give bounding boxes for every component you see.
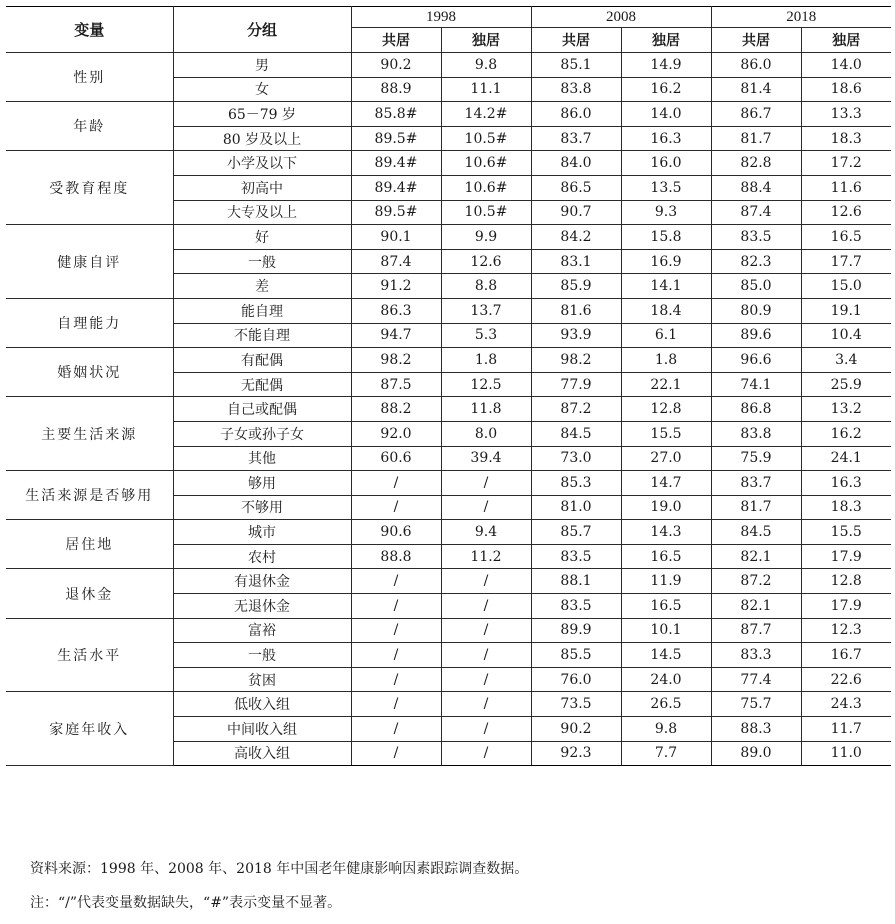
table-body bbox=[6, 53, 891, 766]
together-value-cell: 86.3 bbox=[351, 298, 441, 323]
group-cell: 大专及以上 bbox=[173, 200, 351, 225]
alone-value-cell: 18.4 bbox=[621, 298, 711, 323]
group-cell: 子女或孙子女 bbox=[173, 421, 351, 446]
together-value-cell: 84.5 bbox=[531, 421, 621, 446]
alone-value-cell: 11.8 bbox=[441, 397, 531, 422]
variable-cell: 自理能力 bbox=[6, 298, 173, 347]
group-cell: 有退休金 bbox=[173, 569, 351, 594]
together-value-cell: 75.7 bbox=[711, 692, 801, 717]
together-value-cell: 87.7 bbox=[711, 618, 801, 643]
together-value-cell: 89.4# bbox=[351, 175, 441, 200]
alone-value-cell: 19.1 bbox=[801, 298, 891, 323]
alone-value-cell: 8.0 bbox=[441, 421, 531, 446]
together-value-cell: 87.5 bbox=[351, 372, 441, 397]
alone-value-cell: 25.9 bbox=[801, 372, 891, 397]
together-value-cell: / bbox=[351, 618, 441, 643]
alone-value-cell: / bbox=[441, 717, 531, 742]
together-value-cell: / bbox=[351, 692, 441, 717]
alone-value-cell: 11.7 bbox=[801, 717, 891, 742]
together-value-cell: 75.9 bbox=[711, 446, 801, 471]
together-value-cell: 98.2 bbox=[531, 348, 621, 373]
table-row bbox=[6, 151, 891, 176]
alone-value-cell: 5.3 bbox=[441, 323, 531, 348]
group-cell: 一般 bbox=[173, 643, 351, 668]
alone-value-cell: / bbox=[441, 594, 531, 619]
alone-value-cell: / bbox=[441, 667, 531, 692]
table-row bbox=[6, 471, 891, 496]
variable-cell: 居住地 bbox=[6, 520, 173, 569]
together-value-cell: / bbox=[351, 495, 441, 520]
alone-value-cell: 12.5 bbox=[441, 372, 531, 397]
together-value-cell: 83.7 bbox=[531, 126, 621, 151]
group-cell: 男 bbox=[173, 53, 351, 78]
together-value-cell: 89.5# bbox=[351, 200, 441, 225]
group-cell: 女 bbox=[173, 77, 351, 102]
together-value-cell: 77.9 bbox=[531, 372, 621, 397]
alone-value-cell: 22.1 bbox=[621, 372, 711, 397]
alone-value-cell: 16.5 bbox=[801, 225, 891, 250]
living-arrangement-table bbox=[6, 6, 891, 766]
together-value-cell: 90.2 bbox=[351, 53, 441, 78]
together-value-cell: 82.8 bbox=[711, 151, 801, 176]
alone-value-cell: 19.0 bbox=[621, 495, 711, 520]
variable-cell: 性别 bbox=[6, 53, 173, 102]
together-value-cell: / bbox=[351, 643, 441, 668]
group-cell: 无退休金 bbox=[173, 594, 351, 619]
alone-value-cell: 11.1 bbox=[441, 77, 531, 102]
alone-value-cell: 10.4 bbox=[801, 323, 891, 348]
together-value-cell: 90.6 bbox=[351, 520, 441, 545]
alone-value-cell: 18.3 bbox=[801, 126, 891, 151]
together-value-cell: 85.8# bbox=[351, 102, 441, 127]
alone-value-cell: 10.6# bbox=[441, 175, 531, 200]
together-value-cell: 96.6 bbox=[711, 348, 801, 373]
together-value-cell: 88.9 bbox=[351, 77, 441, 102]
alone-value-cell: 12.3 bbox=[801, 618, 891, 643]
group-cell: 无配偶 bbox=[173, 372, 351, 397]
alone-value-cell: / bbox=[441, 741, 531, 766]
together-value-cell: 88.2 bbox=[351, 397, 441, 422]
group-cell: 其他 bbox=[173, 446, 351, 471]
alone-value-cell: / bbox=[441, 569, 531, 594]
together-value-cell: 83.7 bbox=[711, 471, 801, 496]
alone-value-cell: 10.5# bbox=[441, 200, 531, 225]
alone-value-cell: 12.8 bbox=[801, 569, 891, 594]
together-value-cell: 89.4# bbox=[351, 151, 441, 176]
alone-value-cell: 26.5 bbox=[621, 692, 711, 717]
group-cell: 好 bbox=[173, 225, 351, 250]
together-value-cell: 83.3 bbox=[711, 643, 801, 668]
together-value-cell: 86.5 bbox=[531, 175, 621, 200]
together-value-cell: 85.5 bbox=[531, 643, 621, 668]
variable-cell: 家庭年收入 bbox=[6, 692, 173, 766]
alone-value-cell: 13.5 bbox=[621, 175, 711, 200]
alone-value-cell: 16.2 bbox=[801, 421, 891, 446]
together-value-cell: 89.6 bbox=[711, 323, 801, 348]
table-row bbox=[6, 225, 891, 250]
variable-cell: 生活水平 bbox=[6, 618, 173, 692]
together-value-cell: / bbox=[351, 667, 441, 692]
together-value-cell: 88.4 bbox=[711, 175, 801, 200]
together-value-cell: 84.2 bbox=[531, 225, 621, 250]
together-value-cell: / bbox=[351, 741, 441, 766]
alone-value-cell: 15.5 bbox=[621, 421, 711, 446]
alone-value-cell: 9.8 bbox=[441, 53, 531, 78]
together-value-cell: 87.4 bbox=[711, 200, 801, 225]
alone-value-cell: 10.6# bbox=[441, 151, 531, 176]
alone-value-cell: 16.5 bbox=[621, 594, 711, 619]
together-value-cell: 89.9 bbox=[531, 618, 621, 643]
alone-value-cell: 12.8 bbox=[621, 397, 711, 422]
together-value-cell: 90.7 bbox=[531, 200, 621, 225]
header-variable: 变量 bbox=[6, 7, 173, 53]
together-value-cell: 60.6 bbox=[351, 446, 441, 471]
alone-value-cell: 13.2 bbox=[801, 397, 891, 422]
together-value-cell: 85.3 bbox=[531, 471, 621, 496]
variable-cell: 年龄 bbox=[6, 102, 173, 151]
alone-value-cell: 15.8 bbox=[621, 225, 711, 250]
group-cell: 城市 bbox=[173, 520, 351, 545]
alone-value-cell: 16.3 bbox=[621, 126, 711, 151]
alone-value-cell: 9.4 bbox=[441, 520, 531, 545]
alone-value-cell: / bbox=[441, 692, 531, 717]
together-value-cell: 83.8 bbox=[531, 77, 621, 102]
alone-value-cell: 16.3 bbox=[801, 471, 891, 496]
alone-value-cell: 27.0 bbox=[621, 446, 711, 471]
group-cell: 富裕 bbox=[173, 618, 351, 643]
group-cell: 农村 bbox=[173, 544, 351, 569]
alone-value-cell: 14.5 bbox=[621, 643, 711, 668]
table-row bbox=[6, 520, 891, 545]
alone-value-cell: / bbox=[441, 471, 531, 496]
together-value-cell: 86.0 bbox=[711, 53, 801, 78]
table-row bbox=[6, 618, 891, 643]
alone-value-cell: 9.3 bbox=[621, 200, 711, 225]
group-cell: 贫困 bbox=[173, 667, 351, 692]
alone-value-cell: 6.1 bbox=[621, 323, 711, 348]
table-row bbox=[6, 397, 891, 422]
together-value-cell: 81.7 bbox=[711, 126, 801, 151]
together-value-cell: 91.2 bbox=[351, 274, 441, 299]
alone-value-cell: 24.1 bbox=[801, 446, 891, 471]
together-value-cell: 88.1 bbox=[531, 569, 621, 594]
together-value-cell: / bbox=[351, 569, 441, 594]
group-cell: 小学及以下 bbox=[173, 151, 351, 176]
group-cell: 中间收入组 bbox=[173, 717, 351, 742]
alone-value-cell: 11.6 bbox=[801, 175, 891, 200]
alone-value-cell: 11.0 bbox=[801, 741, 891, 766]
table-row bbox=[6, 102, 891, 127]
together-value-cell: 87.2 bbox=[711, 569, 801, 594]
together-value-cell: / bbox=[351, 594, 441, 619]
alone-value-cell: 15.5 bbox=[801, 520, 891, 545]
alone-value-cell: 16.0 bbox=[621, 151, 711, 176]
table-row bbox=[6, 569, 891, 594]
together-value-cell: 85.7 bbox=[531, 520, 621, 545]
together-value-cell: / bbox=[351, 471, 441, 496]
alone-value-cell: 22.6 bbox=[801, 667, 891, 692]
together-value-cell: 84.5 bbox=[711, 520, 801, 545]
together-value-cell: 84.0 bbox=[531, 151, 621, 176]
together-value-cell: 86.8 bbox=[711, 397, 801, 422]
alone-value-cell: 15.0 bbox=[801, 274, 891, 299]
group-cell: 自己或配偶 bbox=[173, 397, 351, 422]
header-together: 共居 bbox=[531, 28, 621, 53]
alone-value-cell: 12.6 bbox=[441, 249, 531, 274]
group-cell: 初高中 bbox=[173, 175, 351, 200]
variable-cell: 生活来源是否够用 bbox=[6, 471, 173, 520]
together-value-cell: 98.2 bbox=[351, 348, 441, 373]
together-value-cell: 94.7 bbox=[351, 323, 441, 348]
together-value-cell: 85.0 bbox=[711, 274, 801, 299]
group-cell: 有配偶 bbox=[173, 348, 351, 373]
variable-cell: 婚姻状况 bbox=[6, 348, 173, 397]
group-cell: 够用 bbox=[173, 471, 351, 496]
together-value-cell: 73.0 bbox=[531, 446, 621, 471]
alone-value-cell: 39.4 bbox=[441, 446, 531, 471]
together-value-cell: 88.3 bbox=[711, 717, 801, 742]
group-cell: 能自理 bbox=[173, 298, 351, 323]
alone-value-cell: 16.5 bbox=[621, 544, 711, 569]
alone-value-cell: 14.0 bbox=[621, 102, 711, 127]
variable-cell: 健康自评 bbox=[6, 225, 173, 299]
header-year-2018: 2018 bbox=[711, 7, 891, 28]
together-value-cell: 90.2 bbox=[531, 717, 621, 742]
alone-value-cell: 16.7 bbox=[801, 643, 891, 668]
together-value-cell: 82.3 bbox=[711, 249, 801, 274]
alone-value-cell: 24.3 bbox=[801, 692, 891, 717]
alone-value-cell: 14.7 bbox=[621, 471, 711, 496]
header-year-2008: 2008 bbox=[531, 7, 711, 28]
table-row bbox=[6, 298, 891, 323]
alone-value-cell: 14.9 bbox=[621, 53, 711, 78]
alone-value-cell: 18.3 bbox=[801, 495, 891, 520]
together-value-cell: 81.6 bbox=[531, 298, 621, 323]
together-value-cell: 81.7 bbox=[711, 495, 801, 520]
alone-value-cell: 14.1 bbox=[621, 274, 711, 299]
together-value-cell: 85.9 bbox=[531, 274, 621, 299]
alone-value-cell: 11.9 bbox=[621, 569, 711, 594]
table-notes bbox=[30, 852, 528, 920]
group-cell: 不够用 bbox=[173, 495, 351, 520]
together-value-cell: 89.5# bbox=[351, 126, 441, 151]
alone-value-cell: / bbox=[441, 643, 531, 668]
alone-value-cell: 17.7 bbox=[801, 249, 891, 274]
together-value-cell: / bbox=[351, 717, 441, 742]
alone-value-cell: 1.8 bbox=[621, 348, 711, 373]
header-alone: 独居 bbox=[621, 28, 711, 53]
alone-value-cell: 1.8 bbox=[441, 348, 531, 373]
together-value-cell: 74.1 bbox=[711, 372, 801, 397]
header-year-1998: 1998 bbox=[351, 7, 531, 28]
together-value-cell: 73.5 bbox=[531, 692, 621, 717]
header-group: 分组 bbox=[173, 7, 351, 53]
alone-value-cell: 13.3 bbox=[801, 102, 891, 127]
together-value-cell: 81.0 bbox=[531, 495, 621, 520]
header-alone: 独居 bbox=[801, 28, 891, 53]
alone-value-cell: 14.3 bbox=[621, 520, 711, 545]
alone-value-cell: 17.2 bbox=[801, 151, 891, 176]
together-value-cell: 90.1 bbox=[351, 225, 441, 250]
group-cell: 差 bbox=[173, 274, 351, 299]
alone-value-cell: 13.7 bbox=[441, 298, 531, 323]
alone-value-cell: 9.9 bbox=[441, 225, 531, 250]
alone-value-cell: 16.2 bbox=[621, 77, 711, 102]
alone-value-cell: / bbox=[441, 495, 531, 520]
together-value-cell: 83.5 bbox=[711, 225, 801, 250]
alone-value-cell: 17.9 bbox=[801, 594, 891, 619]
together-value-cell: 81.4 bbox=[711, 77, 801, 102]
header-alone: 独居 bbox=[441, 28, 531, 53]
together-value-cell: 80.9 bbox=[711, 298, 801, 323]
together-value-cell: 76.0 bbox=[531, 667, 621, 692]
alone-value-cell: 14.2# bbox=[441, 102, 531, 127]
alone-value-cell: 16.9 bbox=[621, 249, 711, 274]
table-row bbox=[6, 348, 891, 373]
together-value-cell: 93.9 bbox=[531, 323, 621, 348]
group-cell: 不能自理 bbox=[173, 323, 351, 348]
variable-cell: 受教育程度 bbox=[6, 151, 173, 225]
together-value-cell: 82.1 bbox=[711, 544, 801, 569]
legend-note: 注：“/”代表变量数据缺失，“#”表示变量不显著。 bbox=[30, 895, 342, 911]
group-cell: 80 岁及以上 bbox=[173, 126, 351, 151]
alone-value-cell: 14.0 bbox=[801, 53, 891, 78]
alone-value-cell: 3.4 bbox=[801, 348, 891, 373]
alone-value-cell: 8.8 bbox=[441, 274, 531, 299]
source-note: 资料来源：1998 年、2008 年、2018 年中国老年健康影响因素跟踪调查数据。 bbox=[30, 861, 529, 877]
together-value-cell: 82.1 bbox=[711, 594, 801, 619]
together-value-cell: 86.7 bbox=[711, 102, 801, 127]
together-value-cell: 83.5 bbox=[531, 594, 621, 619]
alone-value-cell: 18.6 bbox=[801, 77, 891, 102]
alone-value-cell: / bbox=[441, 618, 531, 643]
variable-cell: 退休金 bbox=[6, 569, 173, 618]
together-value-cell: 87.2 bbox=[531, 397, 621, 422]
alone-value-cell: 10.1 bbox=[621, 618, 711, 643]
table-row bbox=[6, 692, 891, 717]
together-value-cell: 87.4 bbox=[351, 249, 441, 274]
alone-value-cell: 24.0 bbox=[621, 667, 711, 692]
group-cell: 一般 bbox=[173, 249, 351, 274]
alone-value-cell: 12.6 bbox=[801, 200, 891, 225]
table-row bbox=[6, 53, 891, 78]
together-value-cell: 86.0 bbox=[531, 102, 621, 127]
together-value-cell: 77.4 bbox=[711, 667, 801, 692]
together-value-cell: 83.8 bbox=[711, 421, 801, 446]
together-value-cell: 92.3 bbox=[531, 741, 621, 766]
group-cell: 低收入组 bbox=[173, 692, 351, 717]
alone-value-cell: 10.5# bbox=[441, 126, 531, 151]
together-value-cell: 85.1 bbox=[531, 53, 621, 78]
alone-value-cell: 9.8 bbox=[621, 717, 711, 742]
group-cell: 高收入组 bbox=[173, 741, 351, 766]
variable-cell: 主要生活来源 bbox=[6, 397, 173, 471]
alone-value-cell: 7.7 bbox=[621, 741, 711, 766]
together-value-cell: 83.1 bbox=[531, 249, 621, 274]
together-value-cell: 88.8 bbox=[351, 544, 441, 569]
header-together: 共居 bbox=[351, 28, 441, 53]
header-together: 共居 bbox=[711, 28, 801, 53]
alone-value-cell: 17.9 bbox=[801, 544, 891, 569]
together-value-cell: 89.0 bbox=[711, 741, 801, 766]
group-cell: 65－79 岁 bbox=[173, 102, 351, 127]
together-value-cell: 83.5 bbox=[531, 544, 621, 569]
together-value-cell: 92.0 bbox=[351, 421, 441, 446]
alone-value-cell: 11.2 bbox=[441, 544, 531, 569]
